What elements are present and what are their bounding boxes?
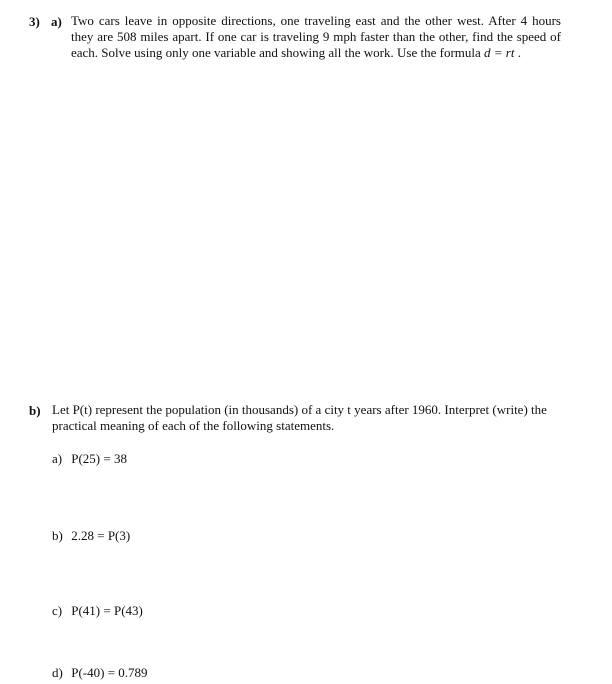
statement-d [52, 665, 148, 681]
statement-expression: P(41) = P(43) [71, 603, 143, 618]
statement-expression: P(25) = 38 [71, 451, 127, 466]
part-a-label: a) [51, 14, 62, 29]
part-a-prompt-text: Two cars leave in opposite directions, one traveling east and the other west. After 4 hours they are 508 miles apart. If one car is traveling 9 mph faster than the other, find the speed of each. Solve using only one variable and showing all the work. Use the formula [71, 13, 561, 60]
part-b-prompt: Let P(t) represent the population (in thousands) of a city t years after 1960. Interpret (write) the practical meaning of each of the following statements. [52, 402, 547, 433]
distance-formula: d = rt [484, 45, 515, 60]
question-number: 3) [29, 14, 40, 29]
part-b-label: b) [29, 403, 41, 418]
statement-letter: a) [52, 451, 63, 466]
part-a-prompt-end: . [514, 45, 521, 60]
statement-b [52, 528, 130, 544]
statement-c [52, 603, 143, 619]
statement-a [52, 451, 127, 467]
part-a-prompt [71, 13, 561, 61]
statement-letter: c) [52, 603, 63, 618]
statement-letter: d) [52, 665, 63, 680]
statement-letter: b) [52, 528, 63, 543]
statement-expression: 2.28 = P(3) [71, 528, 131, 543]
statement-expression: P(-40) = 0.789 [71, 665, 148, 680]
